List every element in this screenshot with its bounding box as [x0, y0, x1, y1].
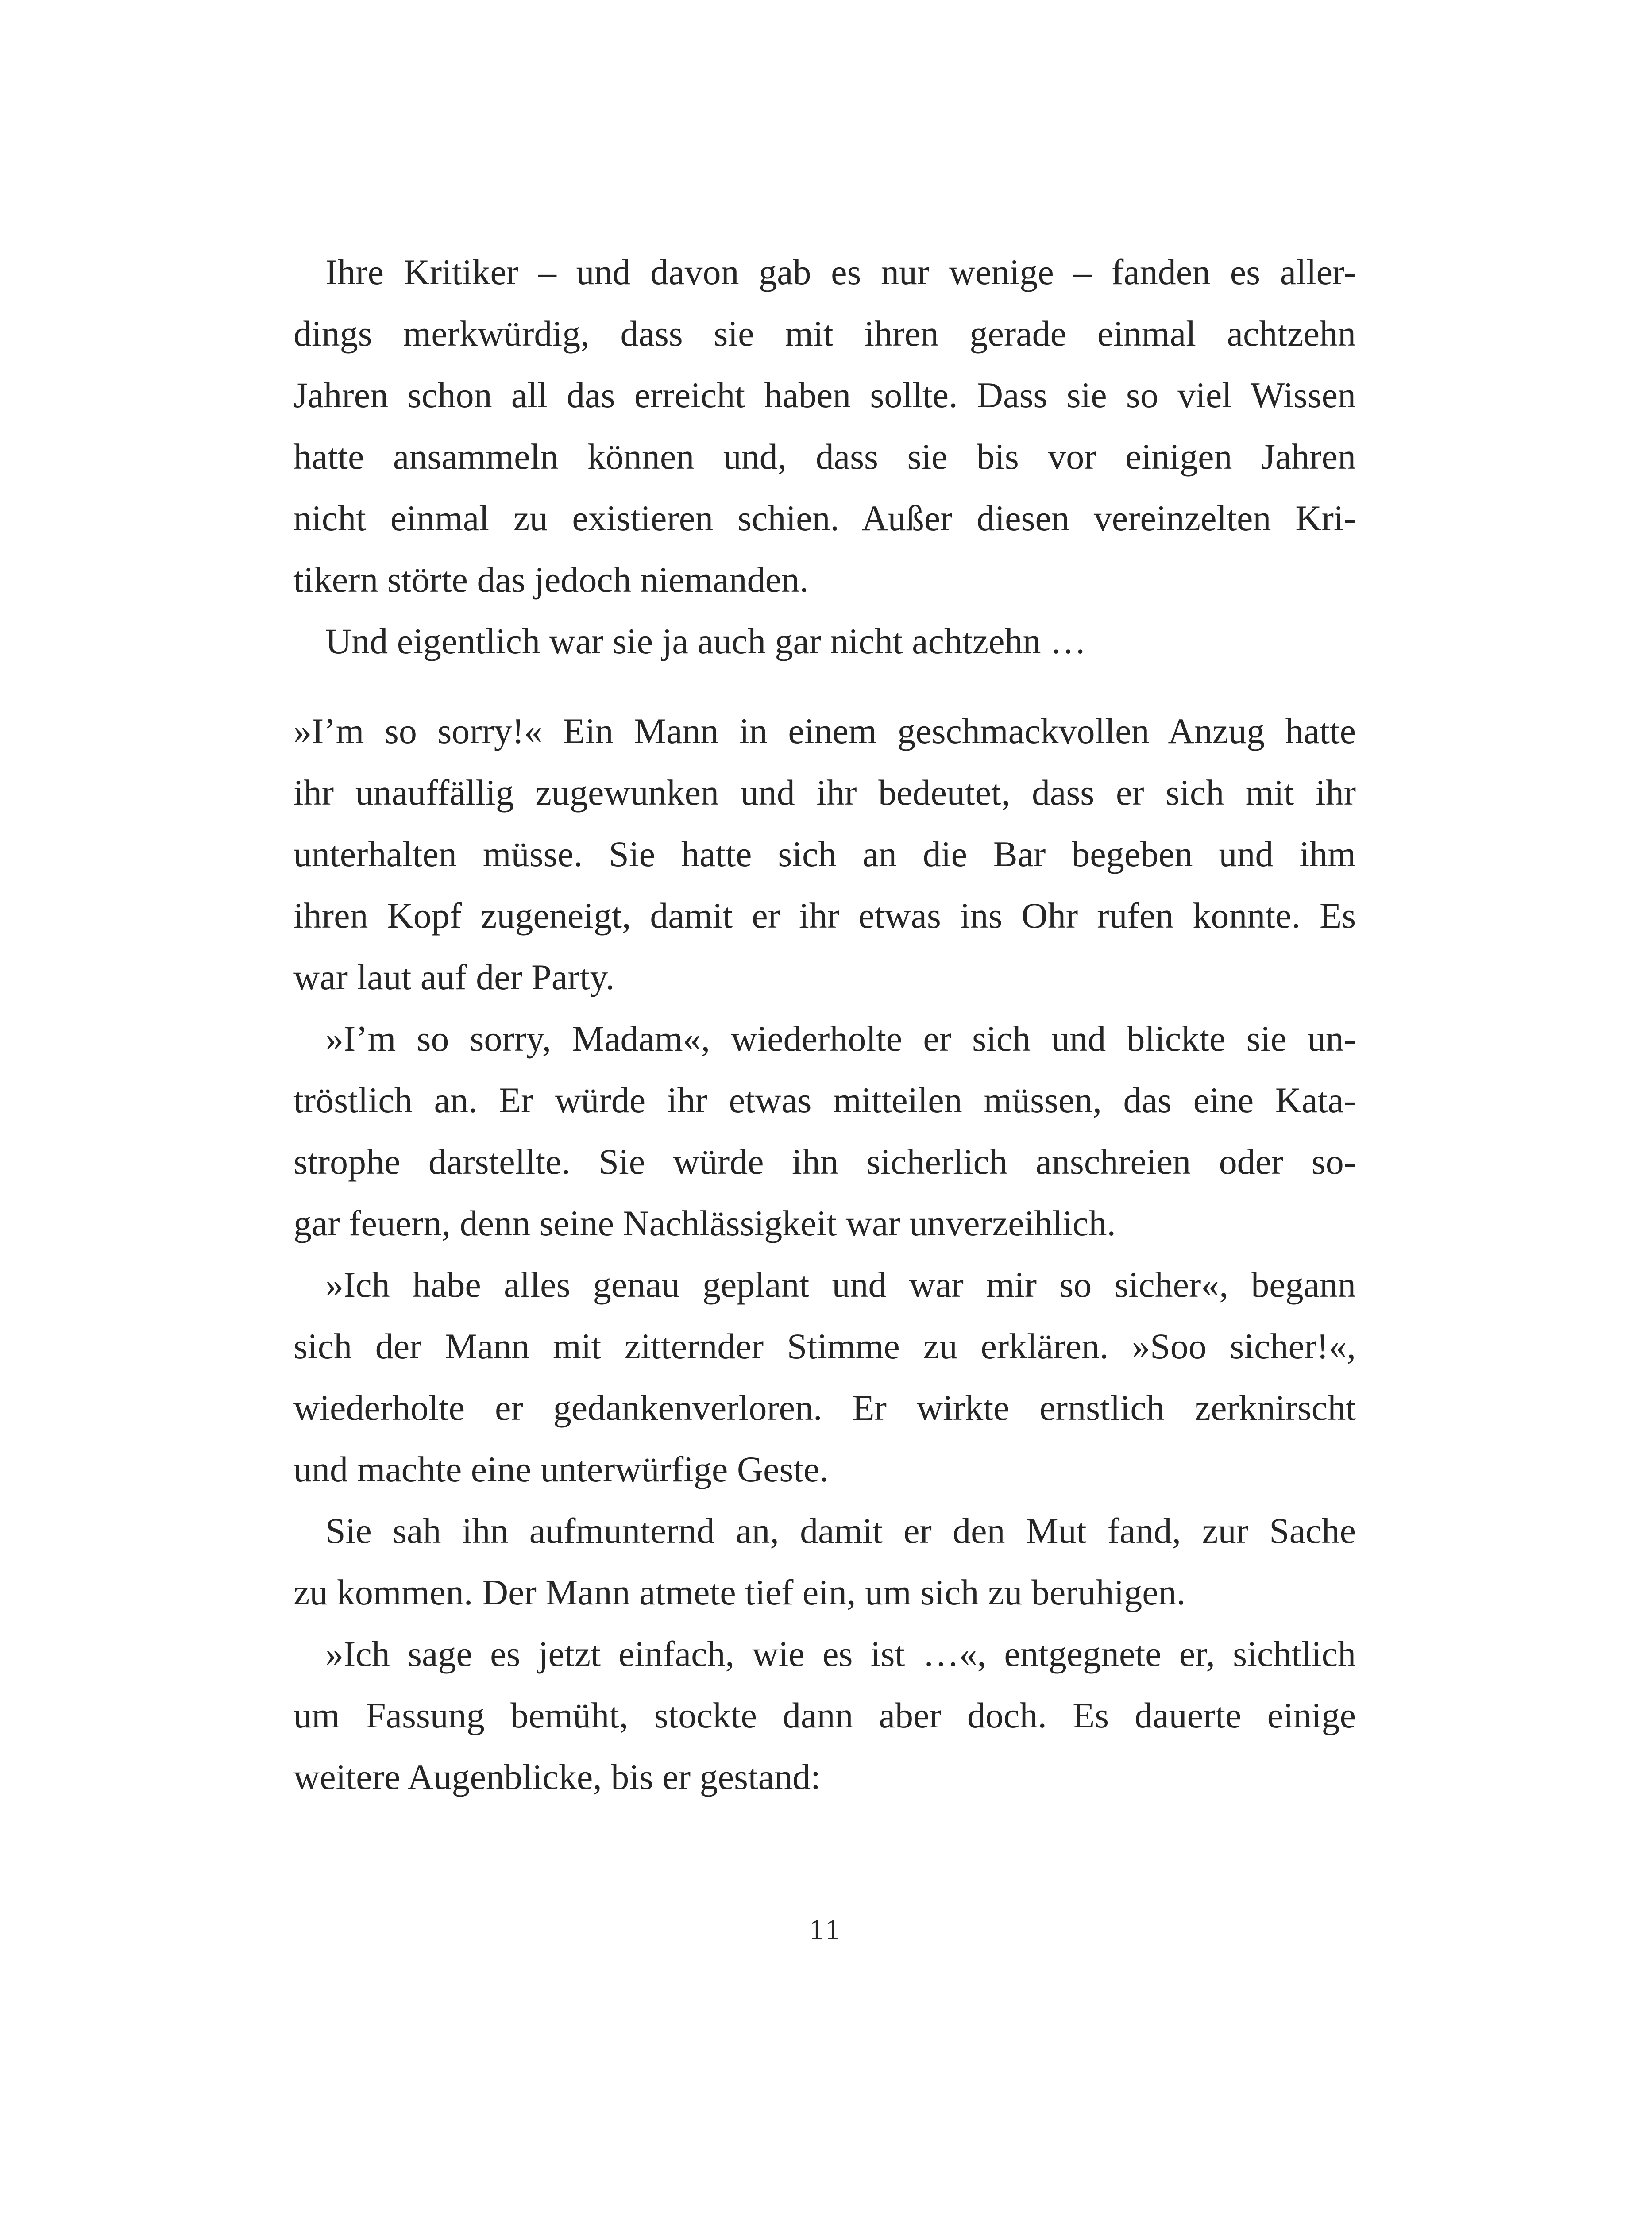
page-number: 11	[809, 1913, 843, 1946]
text-line: strophe darstellte. Sie würde ihn sicherlich anschreien oder so-	[293, 1141, 1356, 1182]
text-line: und machte eine unterwürfige Geste.	[293, 1449, 829, 1489]
text-line: Jahren schon all das erreicht haben sollte. Dass sie so viel Wissen	[293, 375, 1356, 415]
text-line: hatte ansammeln können und, dass sie bis vor einigen Jahren	[293, 436, 1356, 477]
paragraph	[293, 700, 1356, 1008]
paragraph	[293, 1008, 1356, 1254]
text-line: Ihre Kritiker – und davon gab es nur wenige – fanden es aller-	[325, 252, 1356, 292]
text-line: tröstlich an. Er würde ihr etwas mitteilen müssen, das eine Kata-	[293, 1080, 1356, 1120]
paragraph	[293, 1500, 1356, 1623]
text-line: gar feuern, denn seine Nachlässigkeit war unverzeihlich.	[293, 1203, 1116, 1243]
text-line: um Fassung bemüht, stockte dann aber doch. Es dauerte einige	[293, 1695, 1356, 1735]
section-break	[293, 672, 1356, 700]
text-line: zu kommen. Der Mann atmete tief ein, um sich zu beruhigen.	[293, 1572, 1186, 1612]
text-line: »Ich habe alles genau geplant und war mir so sicher«, begann	[325, 1265, 1356, 1305]
paragraph	[293, 241, 1356, 610]
text-line: »I’m so sorry, Madam«, wiederholte er sich und blickte sie un-	[325, 1018, 1356, 1059]
text-line: tikern störte das jedoch niemanden.	[293, 559, 809, 600]
text-line: ihren Kopf zugeneigt, damit er ihr etwas ins Ohr rufen konnte. Es	[293, 895, 1356, 936]
paragraph	[293, 610, 1356, 672]
text-line: wiederholte er gedankenverloren. Er wirkte ernstlich zerknirscht	[293, 1388, 1356, 1428]
text-line: dings merkwürdig, dass sie mit ihren gerade einmal achtzehn	[293, 313, 1356, 354]
text-line: »I’m so sorry!« Ein Mann in einem geschmackvollen Anzug hatte	[293, 711, 1356, 751]
text-line: sich der Mann mit zitternder Stimme zu erklären. »Soo sicher!«,	[293, 1326, 1356, 1366]
text-line: unterhalten müsse. Sie hatte sich an die Bar begeben und ihm	[293, 834, 1356, 874]
text-line: nicht einmal zu existieren schien. Außer diesen vereinzelten Kri-	[293, 498, 1356, 538]
text-line: war laut auf der Party.	[293, 957, 615, 997]
text-line: weitere Augenblicke, bis er gestand:	[293, 1757, 821, 1797]
paragraph	[293, 1254, 1356, 1500]
text-line: »Ich sage es jetzt einfach, wie es ist …«, entgegnete er, sichtlich	[325, 1634, 1356, 1674]
body-text	[293, 241, 1356, 1808]
text-line: Und eigentlich war sie ja auch gar nicht achtzehn …	[325, 621, 1087, 661]
text-line: Sie sah ihn aufmunternd an, damit er den Mut fand, zur Sache	[325, 1511, 1356, 1551]
paragraph	[293, 1623, 1356, 1808]
text-line: ihr unauffällig zugewunken und ihr bedeutet, dass er sich mit ihr	[293, 772, 1356, 813]
